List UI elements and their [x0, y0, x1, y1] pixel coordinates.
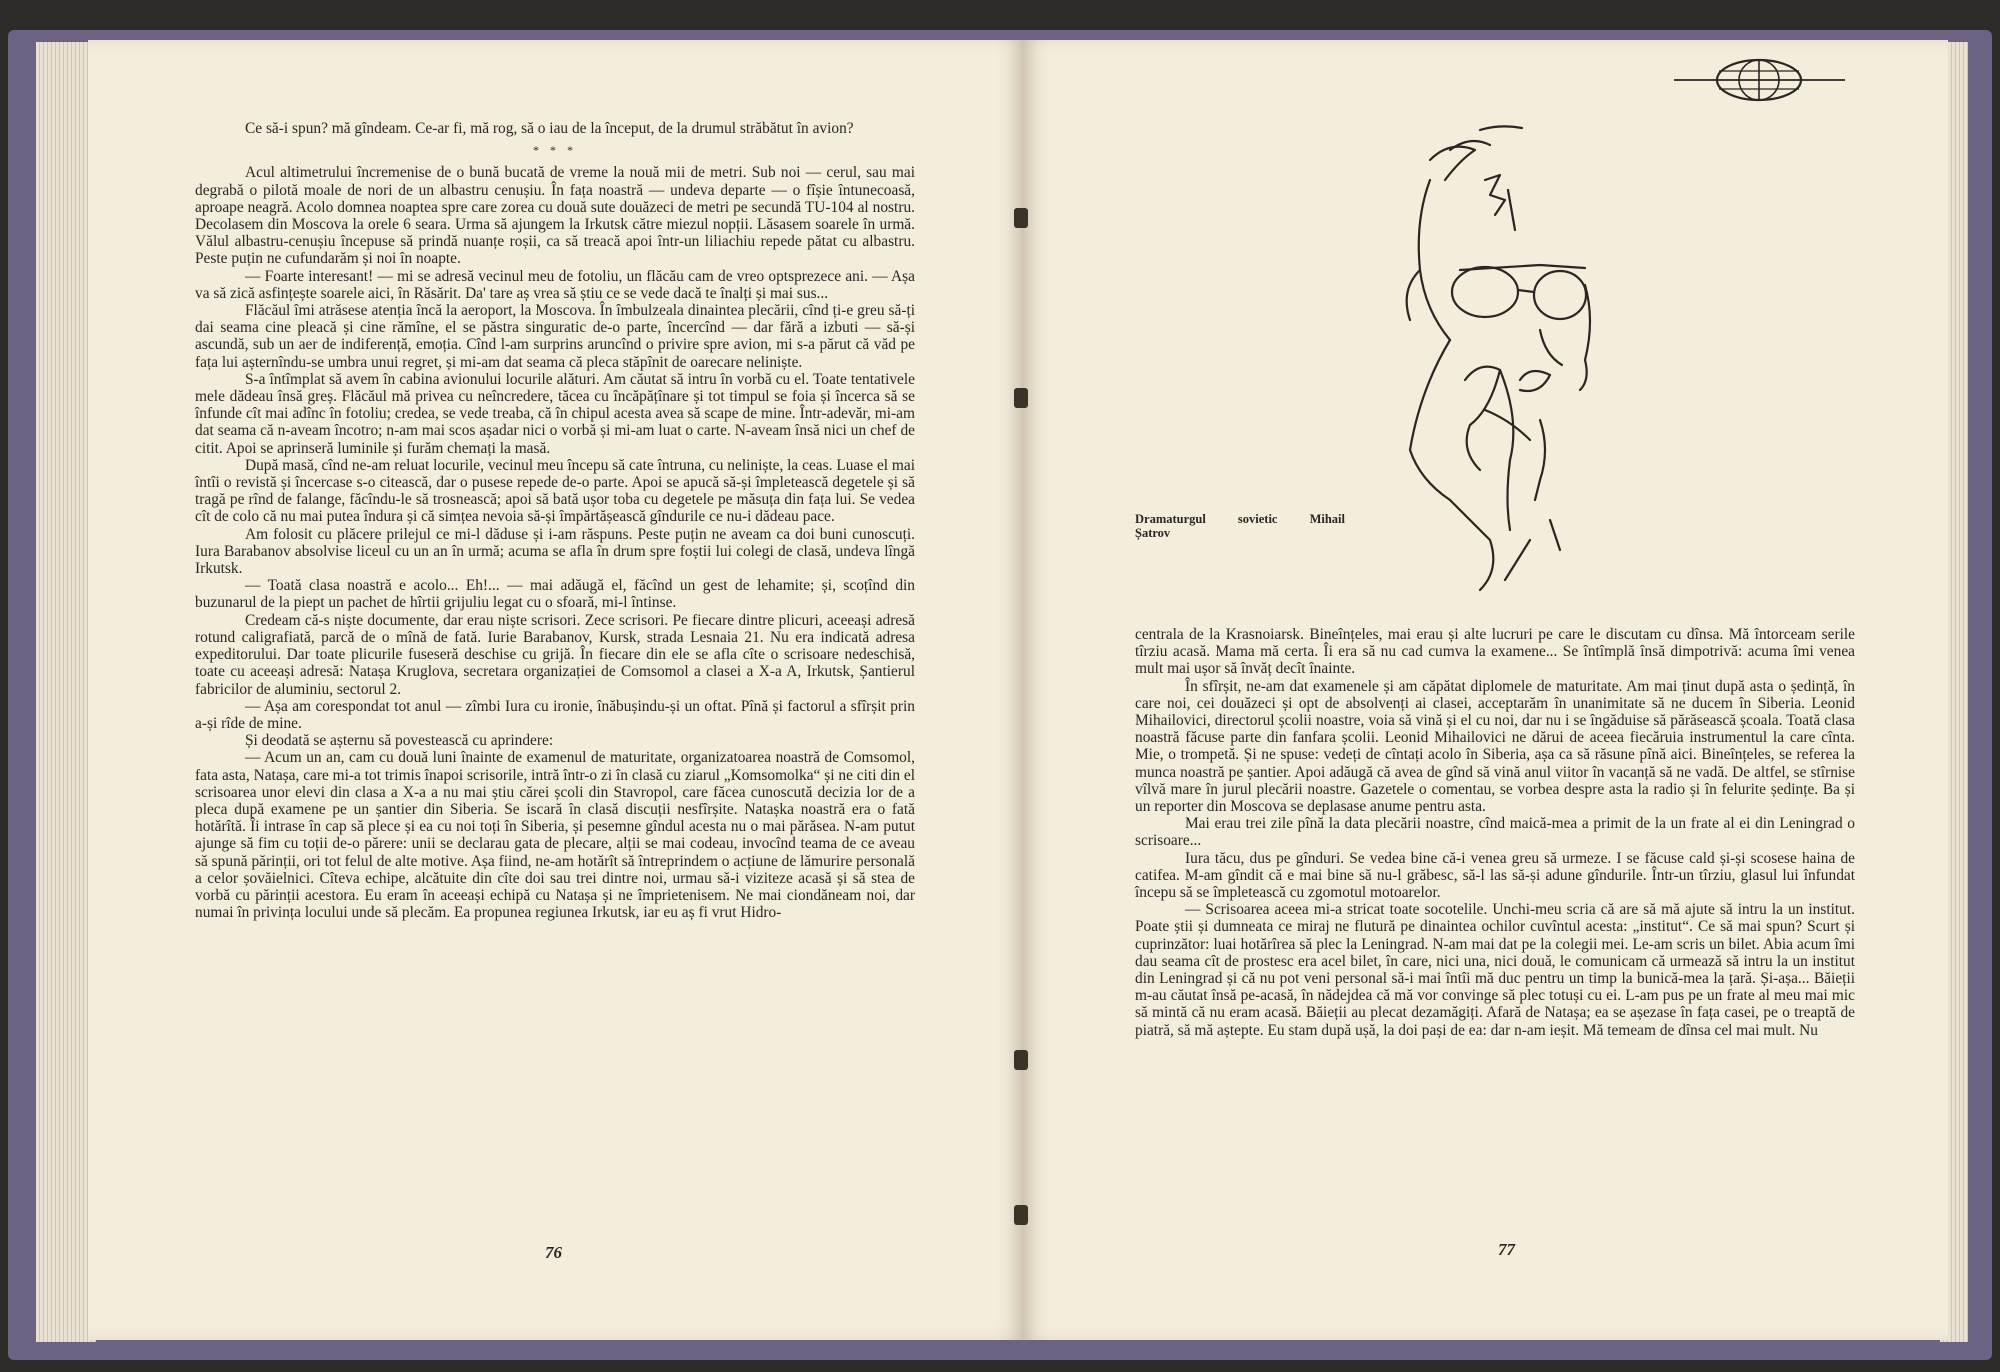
paragraph: — Toată clasa noastră e acolo... Eh!... — mai adăugă el, făcînd un gest de lehamite; și, scoțînd din buzunarul de la piept un pachet de hîrtii grijuliu legat cu o sfoară, mi-l întinse. [195, 577, 915, 612]
section-separator: * * * [533, 143, 577, 158]
portrait-sketch [1390, 120, 1610, 600]
paragraph: — Acum un an, cam cu două luni înainte de examenul de maturitate, organizatoarea noastră de Comsomol, fata asta, Natașa, care mi-a tot trimis înapoi scrisorile, intră într-o zi în clasă cu ziarul „Komsomolka“ și ne citi din el scrisoarea unor elevi din clasa a X-a a nu mai știu cărei școli din Stavropol, care făcea cunoscută decizia lor de a pleca după examene pe un șantier din Siberia. Se iscară în clasă discuții nesfîrșite. Natașka noastră era o fată hotărîtă. Îi intrase în cap să plece și ea cu noi toți în Siberia, și pesemne gîndul acesta nu o mai părăsea. N-am putut ajunge să fim cu toții de-o părere: unii se declarau gata de plecare, alții se mai codeau, invocînd teama de ce aveau să spună părinții, ori tot felul de alte motive. Așa fiind, ne-am hotărît să întreprindem o acțiune de lămurire personală a celor șovăielnici. Cîteva echipe, alcătuite din cîte doi sau trei dintre noi, urmau să-i viziteze acasă și să stea de vorbă cu părinții acestora. Eu eram în aceeași echipă cu Natașa și ne împrietenisem. Ne mai ciondăneam noi, dar numai în privința locului unde să plecăm. Ea propunea regiunea Irkutsk, iar eu aș fi vrut Hidro- [195, 749, 915, 922]
caption-word: Dramaturgul [1135, 512, 1206, 526]
caption-line [1135, 512, 1345, 526]
right-page-text [1135, 626, 1855, 1039]
paragraph: După masă, cînd ne-am reluat locurile, vecinul meu începu să cate întruna, cu neliniște, la ceas. Luase el mai întîi o revistă și încercase s-o citească, dar o pusese repede de-o parte. Apoi se apucă să-și împletească degetele și să tragă pe rînd de falange, făcîndu-le să trosnească; apoi să bată ușor toba cu degetele pe măsuța din fața lui. Se vedea cît de colo că nu mai putea îndura și că simțea nevoia să-și împărtășească gîndurile ce nu-i dădeau pace. [195, 456, 915, 526]
globe-emblem-icon [1672, 55, 1847, 105]
binding-stitch [1014, 1205, 1028, 1225]
caption-word: sovietic [1237, 512, 1278, 526]
portrait-caption [1135, 512, 1345, 540]
paragraph: — Foarte interesant! — mi se adresă vecinul meu de fotoliu, un flăcău cam de vreo optsprezece ani. — Așa va să zică asfințește soarele aici, în Răsărit. Da' tare aș vrea să știu ce se vede dacă te înalți și mai sus... [195, 267, 915, 302]
paragraph: — Așa am corespondat tot anul — zîmbi Iura cu ironie, înăbușindu-și un oftat. Pînă și factorul a sfîrșit prin a-și rîde de mine. [195, 697, 915, 732]
caption-line: Șatrov [1135, 526, 1171, 540]
paragraph: Am folosit cu plăcere prilejul ce mi-l dăduse și i-am răspuns. Peste puțin ne aveam ca doi buni cunoscuți. Iura Barabanov absolvise liceul cu un an în urmă; acuma se afla în drum spre foștii lui colegi de clasă, undeva lîngă Irkutsk. [195, 525, 915, 578]
left-page-text [195, 120, 915, 921]
paragraph: Iura tăcu, dus pe gînduri. Se vedea bine că-i venea greu să urmeze. I se făcuse cald și-și scosese haina de catifea. M-am gîndit că e mai bine să nu-l grăbesc, să-l las să-și adune gîndurile. Într-un tîrziu, glasul lui înfundat începu să se împletească cu zgomotul motoarelor. [1135, 849, 1855, 902]
page-number-right: 77 [1498, 1240, 1515, 1259]
paragraph: În sfîrșit, ne-am dat examenele și am căpătat diplomele de maturitate. Am mai ținut după asta o ședință, în care noi, cei douăzeci și opt de absolvenți ai clasei, acceptarăm în unanimitate să ne ducem în Siberia. Leonid Mihailovici, directorul școlii noastre, voia să vină și el cu noi, dar nu i se îngăduise să părăsească școala. Toată clasa noastră făcuse parte din fanfara școlii. Leonid Mihailovici ne dărui de aceea fiecăruia instrumentul la care cînta. Mie, o trompetă. Și ne spuse: vedeți de cîntați acolo în Siberia, așa ca să răsune pînă aici. Bineînțeles, se referea la munca noastră pe șantier. Apoi adăugă că avea de gînd să vină anul viitor în vacanță să ne vadă. De altfel, se stîrnise vîlvă mare în jurul plecării noastre. Gazetele o comentau, se vorbea despre asta la radio și în felurite ședințe. Ba și un reporter din Moscova se deplasase anume pentru asta. [1135, 677, 1855, 816]
caption-word: Mihail [1309, 512, 1345, 526]
paragraph: Mai erau trei zile pînă la data plecării noastre, cînd maică-mea a primit de la un frate al ei din Leningrad o scrisoare... [1135, 815, 1855, 850]
binding-stitch [1014, 1050, 1028, 1070]
paragraph: Credeam că-s niște documente, dar erau niște scrisori. Zece scrisori. Pe fiecare dintre plicuri, aceeași adresă rotund caligrafiată, parcă de o mînă de fată. Iurie Barabanov, Kursk, strada Lesnaia 21. Nu era indicată adresa expeditorului. Dar toate plicurile fuseseră deschise cu grijă. În fiecare din ele se afla cîte o scrisoare nedeschisă, toate cu aceeași adresă: Natașa Kruglova, secretara organizației de Comsomol a clasei a X-a A, Irkutsk, Șantierul fabricilor de aluminiu, sectorul 2. [195, 611, 915, 698]
binding-stitch [1014, 388, 1028, 408]
intro-paragraph: Ce să-i spun? mă gîndeam. Ce-ar fi, mă rog, să o iau de la început, de la drumul străbătut în avion? [245, 120, 854, 137]
page-number-left: 76 [545, 1243, 562, 1262]
paragraph: centrala de la Krasnoiarsk. Bineînțeles, mai erau și alte lucruri pe care le discutam cu dînsa. Mă întorceam serile tîrziu acasă. Mama mă certa. Îi era să nu cad cumva la examene... Se întîmplă însă dimpotrivă: acuma îmi venea mult mai ușor să învăț decît înainte. [1135, 626, 1855, 678]
paragraph: Și deodată se așternu să povestească cu aprindere: [245, 732, 554, 750]
page-edges-left [36, 42, 96, 1342]
binding-stitch [1014, 208, 1028, 228]
paragraph: Flăcăul îmi atrăsese atenția încă la aeroport, la Moscova. În îmbulzeala dinaintea plecării, cînd ți-e greu să-ți dai seama cine pleacă și cine rămîne, el se păstra singuratic de-o parte, încercînd — dar fără a izbuti — să-și ascundă, sub un aer de indiferență, emoția. Cînd l-am surprins aruncînd o privire spre avion, mi s-a părut că văd pe fața lui așternîndu-se umbra unui regret, și mi-am dat seama că pleca stăpînit de oarecare neliniște. [195, 302, 915, 371]
paragraph: Acul altimetrului încremenise de o bună bucată de vreme la nouă mii de metri. Sub noi — cerul, sau mai degrabă o pilotă moale de nori de un albastru cenușiu. În fața noastră — undeva departe — o fîșie întunecoasă, aproape neagră. Acolo domnea noaptea spre care zorea cu două sute douăzeci de metri pe secundă TU-104 al nostru. Decolasem din Moscova la orele 6 seara. Urma să ajungem la Irkutsk către miezul nopții. Lăsasem soarele în urmă. Vălul albastru-cenușiu începuse să prindă nuanțe roșii, ca să treacă apoi într-un liliachiu repede pătat cu albastru. Peste puțin ne cufundarăm și noi în noapte. [195, 164, 915, 268]
paragraph: S-a întîmplat să avem în cabina avionului locurile alături. Am căutat să intru în vorbă cu el. Toate tentativele mele dădeau însă greș. Flăcăul mă privea cu neîncredere, tăcea cu încăpățînare și tot timpul se foia și încerca să se înfunde cît mai adînc în fotoliu; credea, se vede treaba, că în chipul acesta avea să scape de mine. Într-adevăr, mi-am dat seama că n-aveam încotro; n-am mai scos așadar nici o vorbă și mi-am luat o carte. N-aveam însă nici un chef de citit. Apoi se aprinseră luminile și furăm chemați la masă. [195, 370, 915, 457]
paragraph: — Scrisoarea aceea mi-a stricat toate socotelile. Unchi-meu scria că are să mă ajute să intru la un institut. Poate știi și dumneata ce miraj ne flutură pe dinaintea ochilor cuvîntul acesta: „institut“. Ce să mai spun? Scurt și cuprinzător: luai hotărîrea să plec la Leningrad. N-am mai dat pe la colegii mei. Le-am scris un bilet. Abia acum îmi dau seama cît de prostesc era acel bilet, în care, nici una, nici două, le comunicam că urmează să intru la un institut din Leningrad și că nu pot veni personal să-i mai întîi mă duc pentru un timp la bunică-mea la țară. Și-așa... Băieții m-au căutat însă pe-acasă, în nădejdea că mă vor convinge să plec totuși cu ei. L-am pus pe un frate al meu mai mic să mintă că nu eram acasă. Băieții au plecat dezamăgiți. Afară de Natașa; ea se așezase în fața casei, pe o treaptă de piatră, să mă aștepte. Eu stam după ușă, la doi pași de ea: dar n-am ieșit. Mă temeam de dînsa cel mai mult. Nu [1135, 901, 1855, 1039]
